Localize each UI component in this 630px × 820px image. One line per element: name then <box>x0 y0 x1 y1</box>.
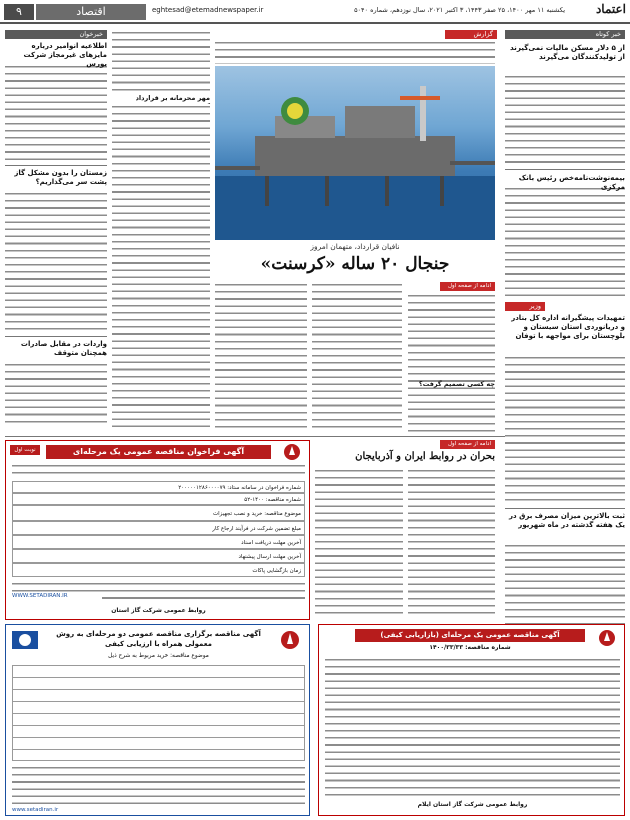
story-body <box>5 362 107 426</box>
section-label-minister: وزیر <box>505 302 545 311</box>
ad-subtitle: موضوع مناقصه: خرید مربوط به شرح ذیل <box>108 653 209 659</box>
ad-title: آگهی مناقصه عمومی یک مرحله‌ای (بازاریابی کیفی) <box>355 629 585 642</box>
gas-company-logo <box>594 629 620 647</box>
ad-website-link[interactable]: WWW.SETADIRAN.IR <box>12 593 102 602</box>
ministry-logo <box>275 629 305 651</box>
ad-table <box>12 665 305 761</box>
story-headline: ثبت بالاترین میزان مصرف برق در یک هفته گذشته در ماه شهریور <box>509 512 625 529</box>
ad-footer: روابط عمومی شرکت گاز استان <box>111 607 206 614</box>
kicker: نافیان قرارداد، متهمان امروز <box>310 242 400 251</box>
section-label: اقتصاد <box>36 4 146 20</box>
page-number: ۹ <box>4 4 34 20</box>
story-headline: زمستان را بدون مشکل گاز پشت سر می‌گذاریم؟ <box>14 169 107 186</box>
main-headline: جنجال ۲۰ ساله «کرسنت» <box>260 254 450 274</box>
divider <box>5 336 107 337</box>
tender-ad-1 <box>5 440 310 620</box>
story-headline: واردات در مقابل صادرات همچنان متوقف <box>20 340 107 357</box>
ad-notes <box>12 765 305 805</box>
story-column <box>315 468 403 618</box>
continued-label: ادامه از صفحه اول <box>440 282 495 291</box>
oil-platform-illustration <box>215 66 495 240</box>
section-email: eghtesad@etemadnewspaper.ir <box>152 6 264 14</box>
story-column <box>408 468 495 618</box>
report-intro <box>215 40 495 64</box>
story-body <box>505 74 625 166</box>
ad-table-row: موضوع مناقصه: خرید و نصب تجهیزات <box>12 505 305 521</box>
story-headline: از ۵ دلار مسکن مالیات نمی‌گیرند از تولیدکنندگان می‌گیرند <box>509 43 625 61</box>
ad-table <box>12 481 305 577</box>
ad-subtitle: شماره مناقصه: ۱۴۰۰/۳۳/۳۳ <box>429 644 511 651</box>
divider <box>5 165 107 166</box>
report-column <box>408 293 495 433</box>
ad-title: آگهی مناقصه برگزاری مناقصه عمومی دو مرحله‌ای به روش معمولی همراه با ارزیابی کیفی <box>56 630 261 648</box>
oil-platform-photo <box>215 66 495 240</box>
report-column <box>112 104 210 432</box>
dateline: یکشنبه ۱۱ مهر ۱۴۰۰، ۲۵ صفر ۱۴۴۳، ۳ اکتبر ۲۰۲۱، سال نوزدهم، شماره ۵۰۴۰ <box>354 6 565 14</box>
ad-website-link[interactable]: www.setadiran.ir <box>12 807 59 813</box>
ad-table-row: آخرین مهلت دریافت اسناد <box>12 535 305 549</box>
section-label-news: خبر کوتاه <box>505 30 625 39</box>
newspaper-logo: اعتماد <box>595 2 626 16</box>
subheading: مهر محرمانه بر قرارداد <box>135 94 210 102</box>
story-headline: بیمه‌نوشت‌نامه‌خص رئیس بانک مرکزی <box>518 173 625 191</box>
story-headline: تمهیدات پیشگیرانه اداره کل بنادر و دریانوردی استان سیستان و بلوچستان برای مواجهه با توفان <box>511 314 625 340</box>
section-label-report: گزارش <box>445 30 497 39</box>
ad-body <box>325 657 620 797</box>
ad-table-row: زمان بازگشایی پاکات <box>12 563 305 577</box>
divider <box>505 508 625 509</box>
ad-table-row: شماره مناقصه: ۱۴۰۰-۵۲ <box>12 493 305 505</box>
report-column <box>312 282 402 433</box>
section-label-brief: خبرخوان <box>5 30 107 39</box>
ad-table-row: آخرین مهلت ارسال پیشنهاد <box>12 549 305 563</box>
gas-company-logo <box>279 443 305 461</box>
story-headline: بحران در روابط ایران و آذربایجان <box>355 451 495 462</box>
page-header <box>0 0 630 24</box>
story-body <box>505 355 625 505</box>
page-divider <box>5 436 505 437</box>
ad-footer: روابط عمومی شرکت گاز استان ایلام <box>417 801 528 808</box>
divider <box>505 169 625 170</box>
story-body <box>505 186 625 298</box>
ad-badge: نوبت اول <box>10 445 40 455</box>
story-body <box>5 191 107 333</box>
continued-label: ادامه از صفحه اول <box>440 440 495 449</box>
company-logo <box>10 629 40 651</box>
ad-intro <box>12 463 305 477</box>
tender-ad-3 <box>5 624 310 816</box>
subheading: چه کسی تصمیم گرفت؟ <box>418 380 495 388</box>
ad-table-row: شماره فراخوان در سامانه ستاد: ۲۰۰۰۰۰۱۲۸۶۰۰۰۰۷۹ <box>12 481 305 493</box>
story-body <box>5 64 107 162</box>
report-column <box>112 30 210 92</box>
left-column <box>5 30 107 432</box>
report-column <box>215 282 307 433</box>
story-headline: اطلاعیه انوامیر درباره مایزهای غیرمجاز شرکت بورس <box>23 42 107 68</box>
ad-title: آگهی فراخوان مناقصه عمومی یک مرحله‌ای <box>46 445 271 459</box>
ad-table-row: مبلغ تضمین شرکت در فرآیند ارجاع کار <box>12 521 305 535</box>
tender-ad-2 <box>318 624 625 816</box>
